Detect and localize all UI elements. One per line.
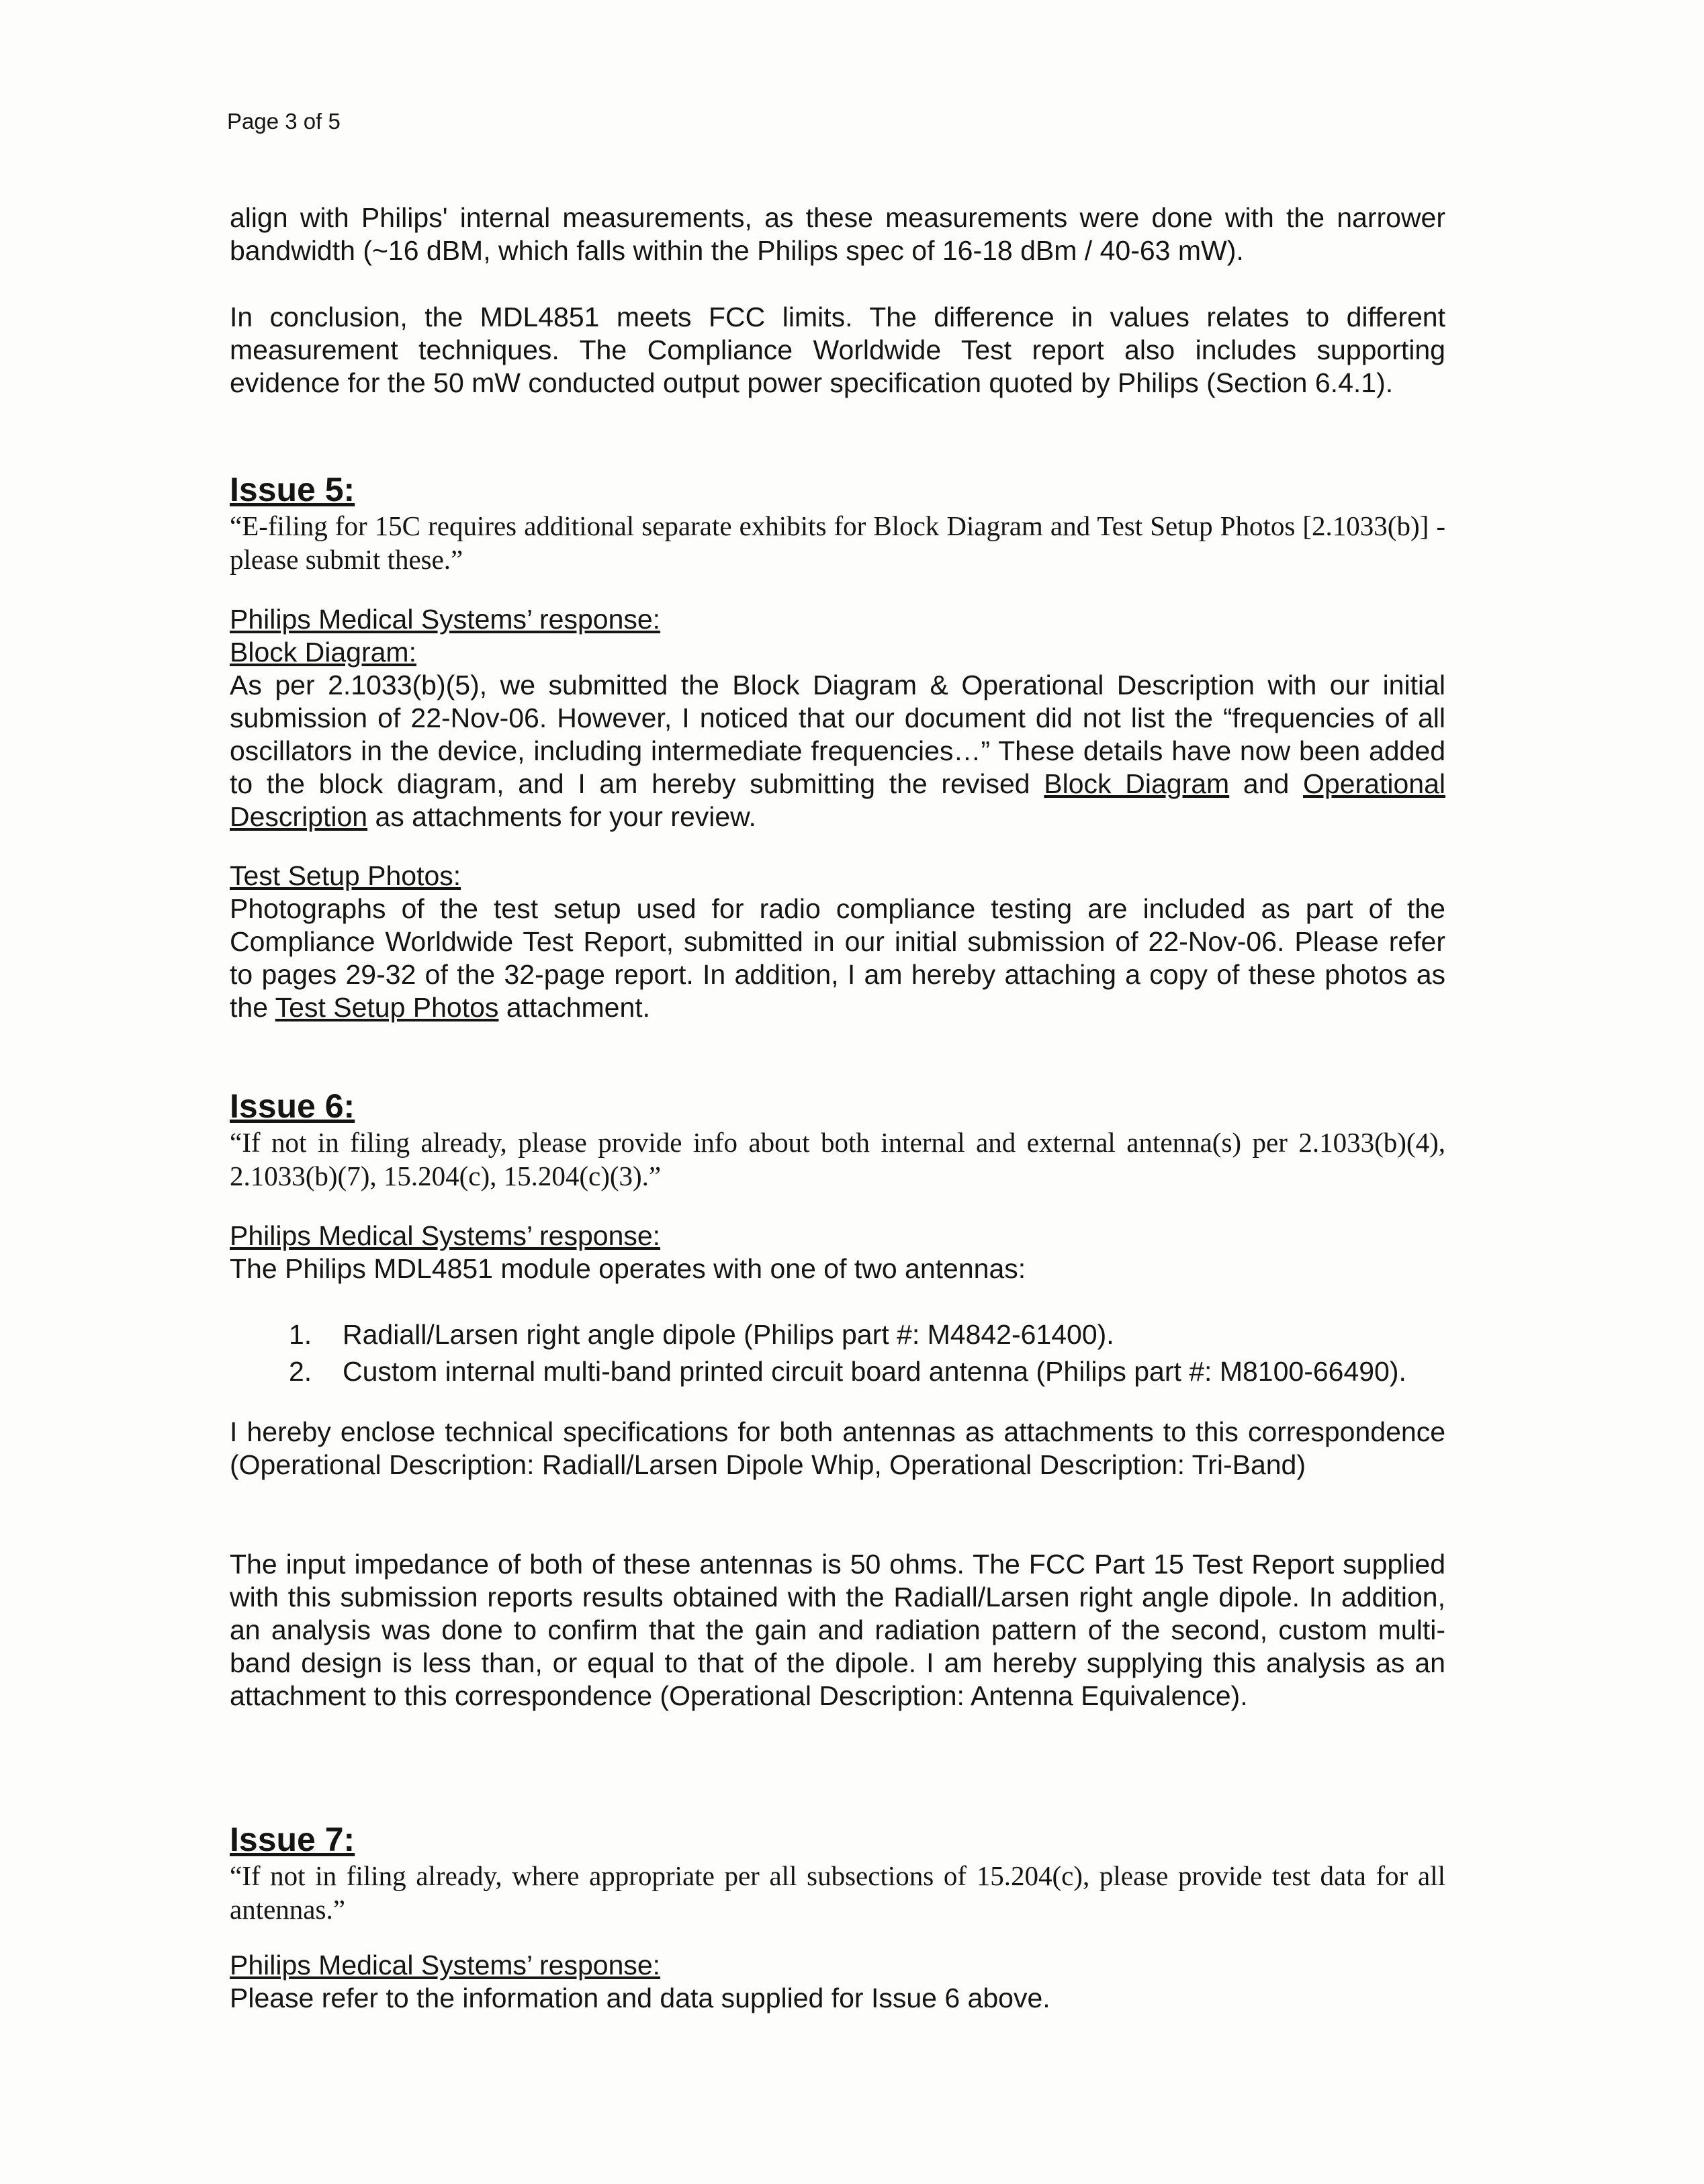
issue-7-response-text: Please refer to the information and data supplied for Issue 6 above.	[230, 1983, 1050, 2013]
block-diagram-link: Block Diagram	[1044, 768, 1230, 799]
list-item: 1. Radiall/Larsen right angle dipole (Philips part #: M4842-61400).	[289, 1319, 1114, 1350]
issue-5-title: Issue 5:	[230, 471, 355, 508]
issue-7-section	[230, 1820, 1445, 1926]
block-diagram-heading: Block Diagram:	[230, 637, 416, 668]
antenna-list	[230, 1316, 1445, 1390]
issue-5-response-heading: Philips Medical Systems’ response:	[230, 604, 661, 635]
issue-6-title: Issue 6:	[230, 1087, 355, 1125]
issue-5-response	[230, 603, 1445, 833]
issue-7-title: Issue 7:	[230, 1821, 355, 1858]
operational-description-link: Operational Description	[230, 768, 1445, 832]
page-number: Page 3 of 5	[227, 109, 341, 134]
enclose-paragraph: I hereby enclose technical specifications for both antennas as attachments to this correspondence (Operational Description: Radiall/Larsen Dipole Whip, Operational Description: Tri-Band)	[230, 1416, 1445, 1480]
intro-paragraph-2: In conclusion, the MDL4851 meets FCC limits. The difference in values relates to different measurement techniques. The Compliance Worldwide Test report also includes supporting evidence for the 50 mW conducted output power specification quoted by Philips (Section 6.4.1).	[230, 302, 1445, 398]
issue-7-response	[230, 1949, 1445, 2015]
block-diagram-paragraph: As per 2.1033(b)(5), we submitted the Block Diagram & Operational Description with our initial submission of 22-Nov-06. However, I noticed that our document did not list the “frequencies of all oscillators in the device, including intermediate frequencies…” These details have now been added to the block diagram, and I am hereby submitting the revised Block Diagram and Operational Description as attachments for your review.	[230, 670, 1445, 832]
issue-6-response-intro: The Philips MDL4851 module operates with one of two antennas:	[230, 1253, 1026, 1284]
issue-6-quote: “If not in filing already, please provide info about both internal and external antenna(s) per 2.1033(b)(4), 2.1033(b)(7), 15.204(c), 15.204(c)(3).”	[230, 1127, 1445, 1191]
test-setup-photos-link: Test Setup Photos	[275, 992, 499, 1023]
impedance-paragraph: The input impedance of both of these antennas is 50 ohms. The FCC Part 15 Test Report supplied with this submission reports results obtained with the Radiall/Larsen right angle dipole. In addition, an analysis was done to confirm that the gain and radiation pattern of the second, custom multi-band design is less than, or equal to that of the dipole. I am hereby supplying this analysis as an attachment to this correspondence (Operational Description: Antenna Equivalence).	[230, 1549, 1445, 1711]
test-setup-photos-section	[230, 860, 1445, 1024]
test-setup-photos-heading: Test Setup Photos:	[230, 860, 461, 891]
issue-6-section	[230, 1087, 1445, 1193]
intro-paragraph-1: align with Philips' internal measurements, as these measurements were done with the narrower bandwidth (~16 dBM, which falls within the Philips spec of 16-18 dBm / 40-63 mW).	[230, 202, 1445, 266]
list-item: 2. Custom internal multi-band printed circuit board antenna (Philips part #: M8100-66490).	[289, 1356, 1406, 1387]
issue-5-quote: “E-filing for 15C requires additional separate exhibits for Block Diagram and Test Setup Photos [2.1033(b)] - please submit these.”	[230, 510, 1445, 575]
issue-6-response-heading: Philips Medical Systems’ response:	[230, 1220, 661, 1251]
issue-7-quote: “If not in filing already, where appropriate per all subsections of 15.204(c), please provide test data for all antennas.”	[230, 1860, 1445, 1925]
issue-7-response-heading: Philips Medical Systems’ response:	[230, 1950, 661, 1981]
test-setup-photos-paragraph: Photographs of the test setup used for radio compliance testing are included as part of the Compliance Worldwide Test Report, submitted in our initial submission of 22-Nov-06. Please refer to pages 29-32 of the 32-page report. In addition, I am hereby attaching a copy of these photos as the Test Setup Photos attachment.	[230, 893, 1445, 1023]
issue-6-response	[230, 1220, 1445, 1285]
issue-5-section	[230, 470, 1445, 576]
